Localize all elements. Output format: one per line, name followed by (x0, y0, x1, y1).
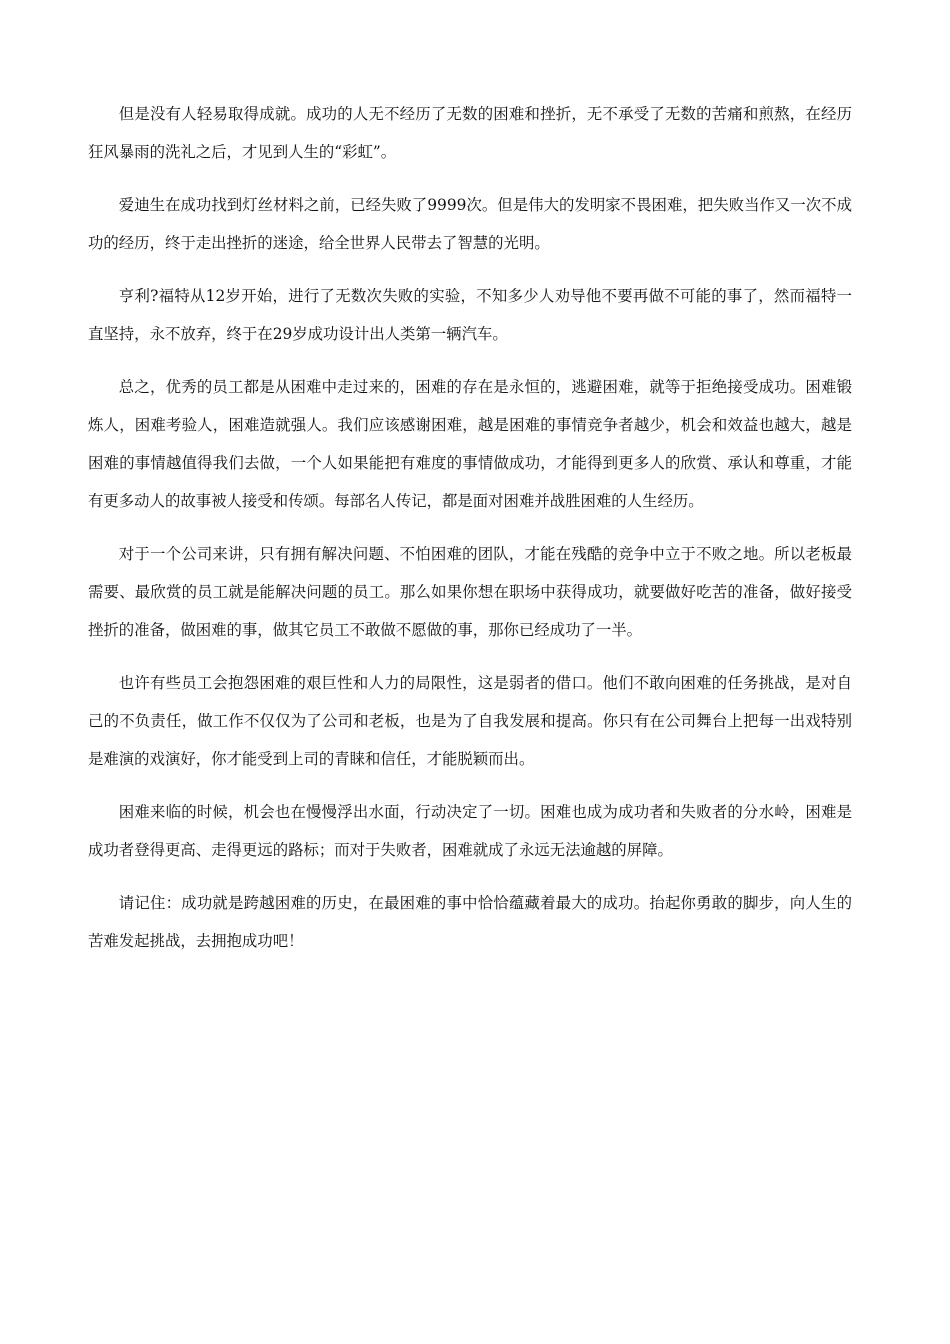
paragraph-8: 请记住：成功就是跨越困难的历史，在最困难的事中恰恰蕴藏着最大的成功。抬起你勇敢的脚步，向人生的苦难发起挑战，去拥抱成功吧！ (88, 894, 852, 950)
paragraph-7: 困难来临的时候，机会也在慢慢浮出水面，行动决定了一切。困难也成为成功者和失败者的分水岭，困难是成功者登得更高、走得更远的路标；而对于失败者，困难就成了永远无法逾越的屏障。 (88, 803, 852, 859)
paragraph-1: 但是没有人轻易取得成就。成功的人无不经历了无数的困难和挫折，无不承受了无数的苦痛和煎熬，在经历狂风暴雨的洗礼之后，才见到人生的“彩虹”。 (88, 105, 852, 161)
paragraph-4: 总之，优秀的员工都是从困难中走过来的，困难的存在是永恒的，逃避困难，就等于拒绝接受成功。困难锻炼人，困难考验人，困难造就强人。我们应该感谢困难，越是困难的事情竞争者越少，机会和效益也越大，越是困难的事情越值得我们去做，一个人如果能把有难度的事情做成功，才能得到更多人的欣赏、承认和尊重，才能有更多动人的故事被人接受和传颂。每部名人传记，都是面对困难并战胜困难的人生经历。 (88, 378, 852, 510)
document-body (88, 95, 852, 975)
paragraph-3: 亨利?福特从12岁开始，进行了无数次失败的实验，不知多少人劝导他不要再做不可能的事了，然而福特一直坚持，永不放弃，终于在29岁成功设计出人类第一辆汽车。 (88, 287, 852, 343)
paragraph-6: 也许有些员工会抱怨困难的艰巨性和人力的局限性，这是弱者的借口。他们不敢向困难的任务挑战，是对自己的不负责任，做工作不仅仅为了公司和老板，也是为了自我发展和提高。你只有在公司舞台上把每一出戏特别是难演的戏演好，你才能受到上司的青睐和信任，才能脱颖而出。 (88, 674, 852, 768)
paragraph-5: 对于一个公司来讲，只有拥有解决问题、不怕困难的团队，才能在残酷的竞争中立于不败之地。所以老板最需要、最欣赏的员工就是能解决问题的员工。那么如果你想在职场中获得成功，就要做好吃苦的准备，做好接受挫折的准备，做困难的事，做其它员工不敢做不愿做的事，那你已经成功了一半。 (88, 545, 852, 639)
paragraph-2: 爱迪生在成功找到灯丝材料之前，已经失败了9999次。但是伟大的发明家不畏困难，把失败当作又一次不成功的经历，终于走出挫折的迷途，给全世界人民带去了智慧的光明。 (88, 196, 852, 252)
